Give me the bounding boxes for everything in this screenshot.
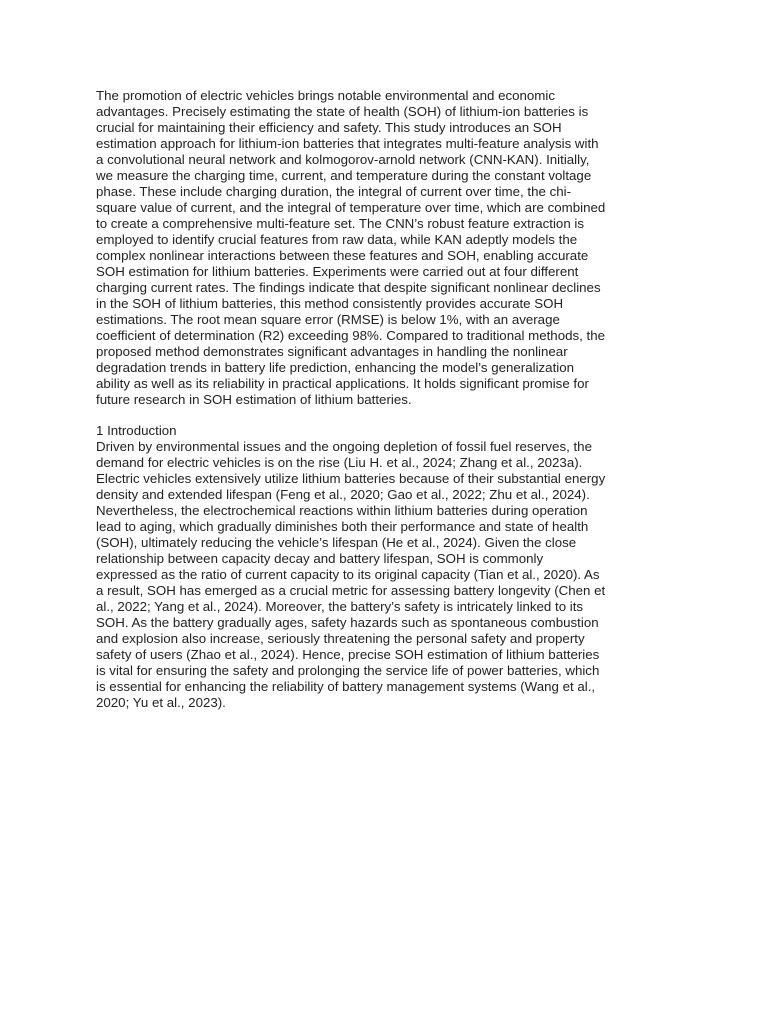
abstract-line: SOH estimation for lithium batteries. Experiments were carried out at four different (96, 264, 579, 279)
intro-line: density and extended lifespan (Feng et al., 2020; Gao et al., 2022; Zhu et al., 2024). (96, 487, 590, 502)
abstract-line: proposed method demonstrates significant advantages in handling the nonlinear (96, 344, 568, 359)
abstract-line: The promotion of electric vehicles brings notable environmental and economic (96, 88, 555, 103)
intro-line: Driven by environmental issues and the ongoing depletion of fossil fuel reserves, the (96, 439, 592, 454)
abstract-line: coefficient of determination (R2) exceeding 98%. Compared to traditional methods, the (96, 328, 606, 343)
abstract-line: employed to identify crucial features from raw data, while KAN adeptly models the (96, 232, 578, 247)
abstract-line: estimation approach for lithium-ion batteries that integrates multi-feature analysis with (96, 136, 599, 151)
intro-line: al., 2022; Yang et al., 2024). Moreover, the battery’s safety is intricately linked to its (96, 599, 584, 614)
abstract-line: degradation trends in battery life prediction, enhancing the model’s generalization (96, 360, 575, 375)
intro-line: SOH. As the battery gradually ages, safety hazards such as spontaneous combustion (96, 615, 599, 630)
intro-line: safety of users (Zhao et al., 2024). Hence, precise SOH estimation of lithium batteries (96, 647, 600, 662)
abstract-line: we measure the charging time, current, and temperature during the constant voltage (96, 168, 592, 183)
section-heading: 1 Introduction (96, 423, 177, 438)
intro-line: expressed as the ratio of current capacity to its original capacity (Tian et al., 2020). As (96, 567, 600, 582)
intro-line: demand for electric vehicles is on the rise (Liu H. et al., 2024; Zhang et al., 2023a). (96, 455, 583, 470)
abstract-line: estimations. The root mean square error (RMSE) is below 1%, with an average (96, 312, 560, 327)
intro-line: is vital for ensuring the safety and prolonging the service life of power batteries, which (96, 663, 600, 678)
abstract-paragraph (96, 88, 678, 408)
abstract-line: in the SOH of lithium batteries, this method consistently provides accurate SOH (96, 296, 564, 311)
intro-line: is essential for enhancing the reliability of battery management systems (Wang et al., (96, 679, 596, 694)
intro-line: and explosion also increase, seriously threatening the personal safety and property (96, 631, 585, 646)
intro-line: relationship between capacity decay and battery lifespan, SOH is commonly (96, 551, 544, 566)
intro-line: Nevertheless, the electrochemical reactions within lithium batteries during operation (96, 503, 588, 518)
intro-line: a result, SOH has emerged as a crucial metric for assessing battery longevity (Chen et (96, 583, 606, 598)
abstract-line: crucial for maintaining their efficiency and safety. This study introduces an SOH (96, 120, 562, 135)
abstract-line: charging current rates. The findings indicate that despite significant nonlinear declines (96, 280, 601, 295)
abstract-line: phase. These include charging duration, the integral of current over time, the chi- (96, 184, 572, 199)
intro-line: lead to aging, which gradually diminishes both their performance and state of health (96, 519, 589, 534)
abstract-line: ability as well as its reliability in practical applications. It holds significant promise for (96, 376, 589, 391)
abstract-line: square value of current, and the integral of temperature over time, which are combined (96, 200, 606, 215)
intro-line: 2020; Yu et al., 2023). (96, 695, 226, 710)
abstract-line: to create a comprehensive multi-feature set. The CNN’s robust feature extraction is (96, 216, 585, 231)
abstract-line: a convolutional neural network and kolmogorov-arnold network (CNN-KAN). Initially, (96, 152, 590, 167)
introduction-section (96, 423, 678, 711)
intro-line: Electric vehicles extensively utilize lithium batteries because of their substantial energy (96, 471, 606, 486)
intro-line: (SOH), ultimately reducing the vehicle’s lifespan (He et al., 2024). Given the close (96, 535, 577, 550)
abstract-line: complex nonlinear interactions between these features and SOH, enabling accurate (96, 248, 589, 263)
abstract-line: advantages. Precisely estimating the state of health (SOH) of lithium-ion batteries is (96, 104, 589, 119)
abstract-line: future research in SOH estimation of lithium batteries. (96, 392, 412, 407)
